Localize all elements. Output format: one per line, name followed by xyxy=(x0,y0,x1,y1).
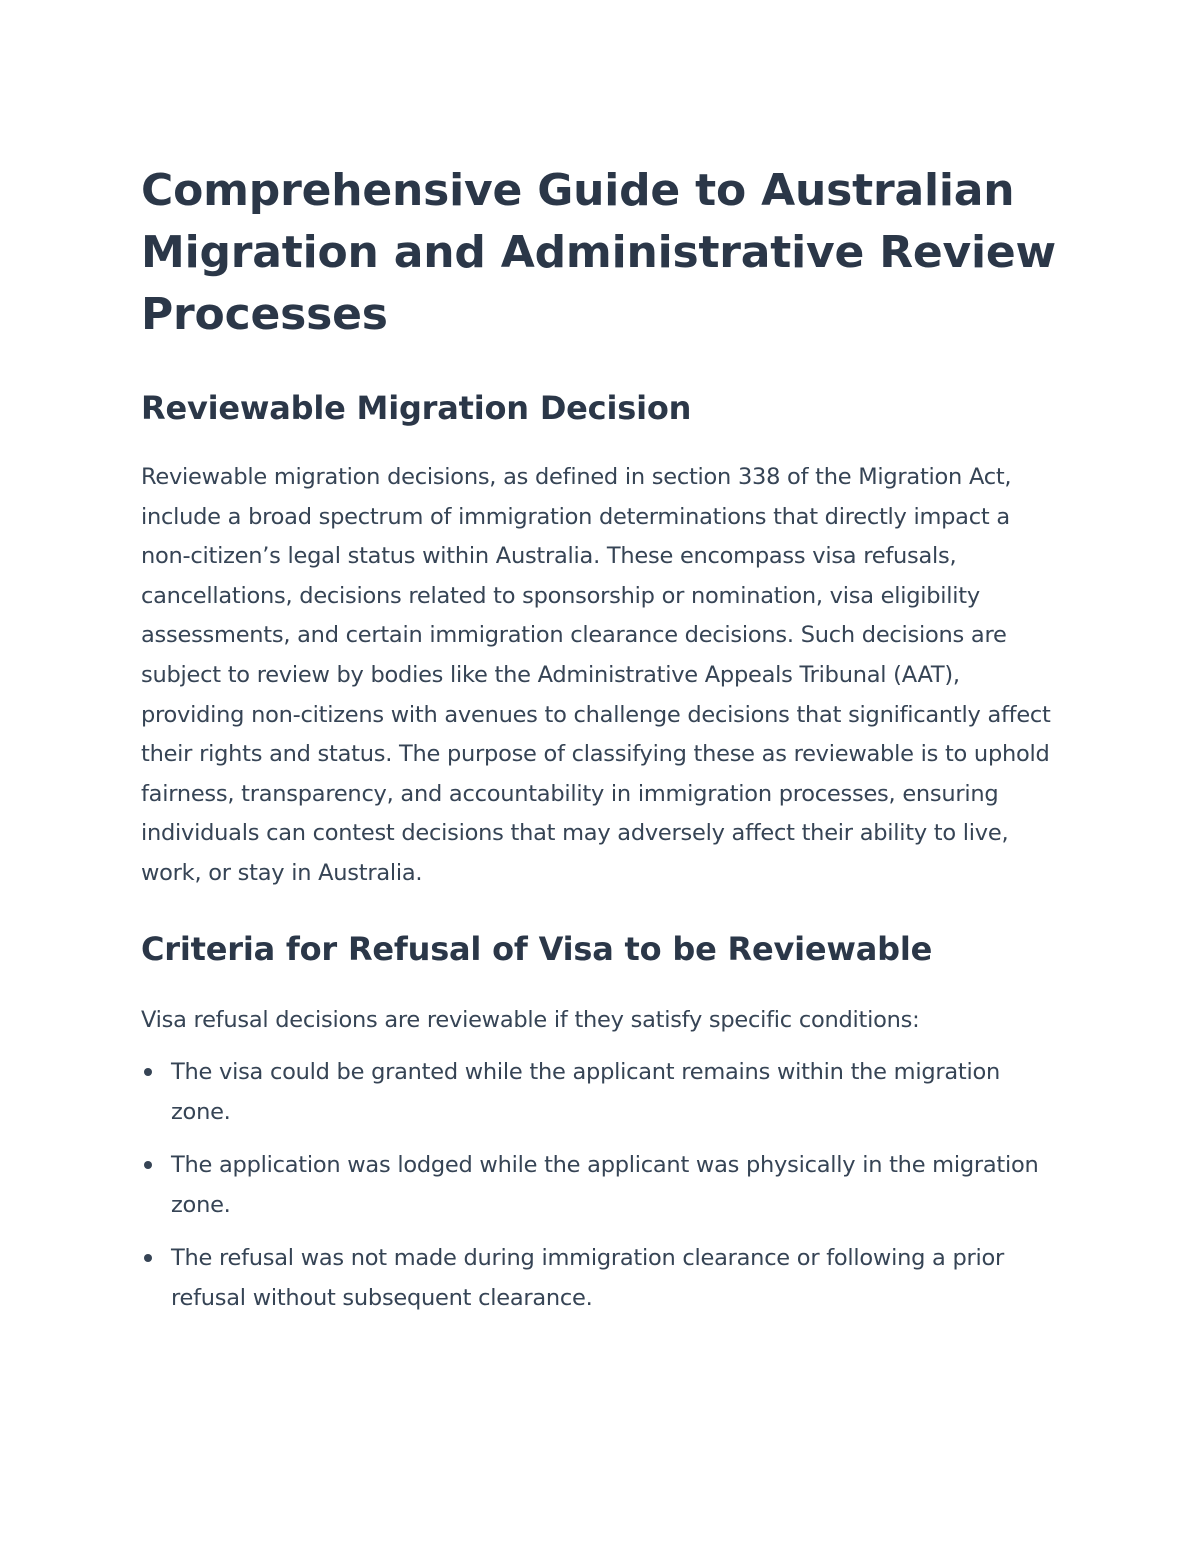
bullet-icon xyxy=(144,1068,152,1076)
list-item xyxy=(141,1145,1066,1225)
section-paragraph-reviewable-migration-decision: Reviewable migration decisions, as defined in section 338 of the Migration Act, include a broad spectrum of immigration determinations that directly impact a non-citizen’s legal status within Australia. These encompass visa refusals, cancellations, decisions related to sponsorship or nomination, visa eligibility assessments, and certain immigration clearance decisions. Such decisions are subject to review by bodies like the Administrative Appeals Tribunal (AAT), providing non-citizens with avenues to challenge decisions that significantly affect their rights and status. The purpose of classifying these as reviewable is to uphold fairness, transparency, and accountability in immigration processes, ensuring individuals can contest decisions that may adversely affect their ability to live, work, or stay in Australia. xyxy=(141,464,1051,886)
section-heading-reviewable-migration-decision: Reviewable Migration Decision xyxy=(141,389,692,427)
criteria-list xyxy=(141,1052,1066,1318)
section-intro-criteria: Visa refusal decisions are reviewable if they satisfy specific conditions: xyxy=(141,1006,920,1033)
list-item-text: The application was lodged while the applicant was physically in the migration zone. xyxy=(171,1152,1039,1219)
document-page xyxy=(141,160,1066,1331)
section-heading-criteria-for-refusal: Criteria for Refusal of Visa to be Reviewable xyxy=(141,929,933,968)
list-item xyxy=(141,1052,1066,1132)
list-item-text: The visa could be granted while the applicant remains within the migration zone. xyxy=(171,1059,1001,1126)
document-title: Comprehensive Guide to Australian Migration and Administrative Review Processes xyxy=(141,165,1057,340)
bullet-icon xyxy=(144,1254,152,1262)
list-item xyxy=(141,1238,1066,1318)
bullet-icon xyxy=(144,1161,152,1169)
list-item-text: The refusal was not made during immigration clearance or following a prior refusal without subsequent clearance. xyxy=(171,1245,1005,1312)
